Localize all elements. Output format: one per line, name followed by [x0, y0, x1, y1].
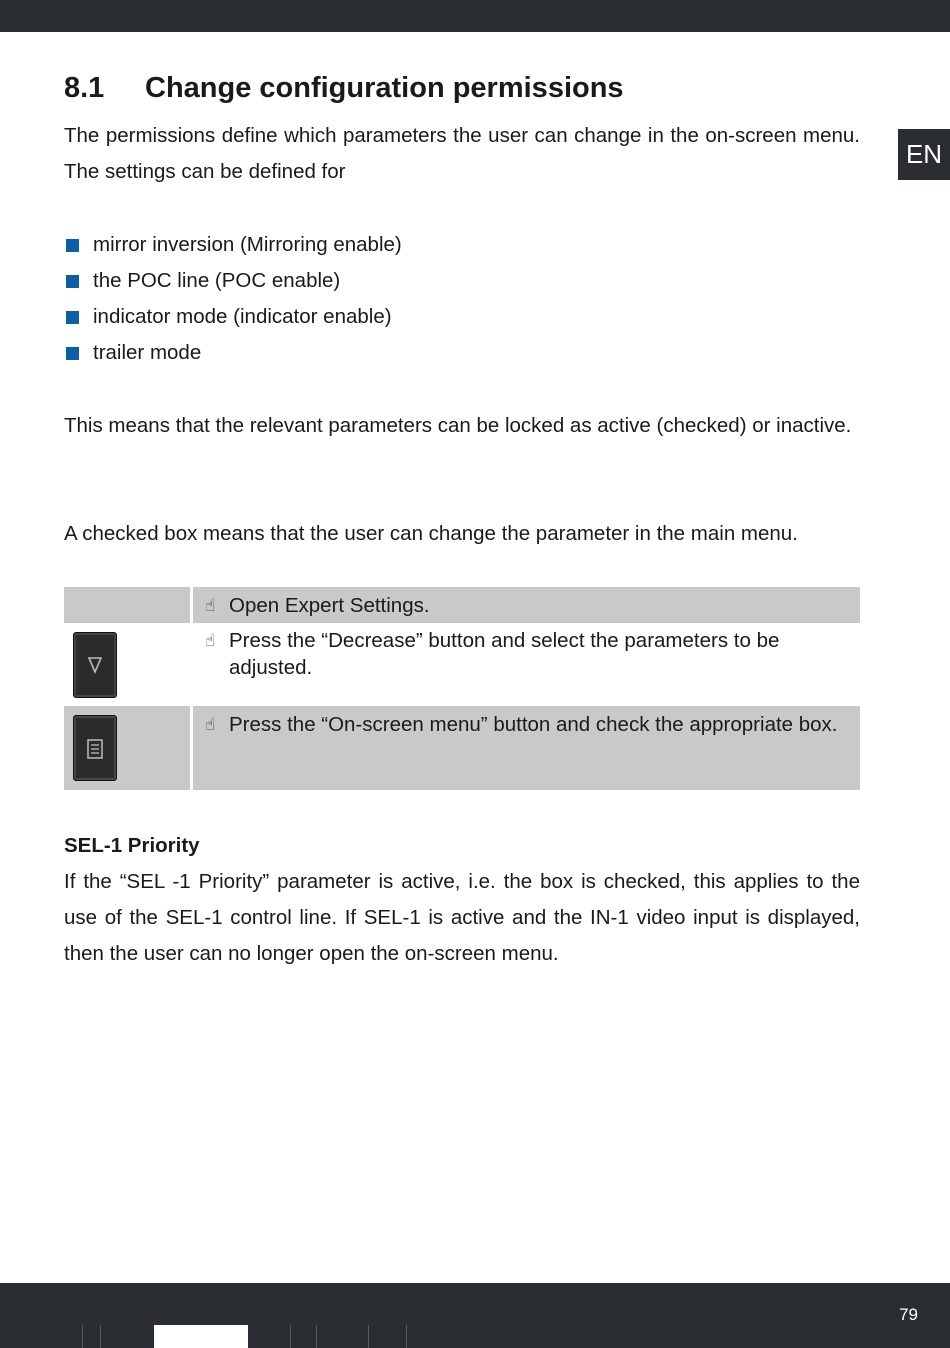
instruction-table [64, 587, 860, 790]
step-text: Press the “Decrease” button and select the parameters to be adjusted. [229, 629, 780, 679]
bullet-square-icon [66, 239, 79, 252]
footer-bar [0, 1283, 950, 1348]
intro-paragraph: The permissions define which parameters the user can change in the on-screen menu. The settings can be defined for [64, 124, 860, 183]
section-heading [64, 72, 624, 105]
bullet-square-icon [66, 275, 79, 288]
instruction-row [64, 706, 860, 790]
list-item: the POC line (POC enable) [64, 263, 402, 299]
hand-pointer-icon: ☝ [205, 715, 216, 734]
permission-list [64, 227, 402, 371]
bullet-square-icon [66, 347, 79, 360]
language-tab: EN [898, 129, 950, 180]
list-item: trailer mode [64, 335, 402, 371]
top-bar [0, 0, 950, 32]
list-item: mirror inversion (Mirroring enable) [64, 227, 402, 263]
locked-paragraph: This means that the relevant parameters can be locked as active (checked) or inactive. [64, 414, 852, 437]
section-title: Change configuration permissions [145, 72, 624, 104]
hand-pointer-icon: ☝ [205, 596, 216, 615]
page-number: 79 [899, 1305, 918, 1324]
hand-pointer-icon: ☝ [205, 631, 216, 650]
list-item: indicator mode (indicator enable) [64, 299, 402, 335]
section-number: 8.1 [64, 72, 105, 104]
menu-button-icon [73, 715, 117, 781]
sel-priority-paragraph: If the “SEL -1 Priority” parameter is active, i.e. the box is checked, this applies to the use of the SEL-1 control line. If SEL-1 is active and the IN-1 video input is displayed, then the user can no longer open the on-screen menu. [64, 870, 860, 965]
bullet-square-icon [66, 311, 79, 324]
instruction-row [64, 587, 860, 623]
sel-priority-heading: SEL-1 Priority [64, 834, 200, 857]
instruction-row [64, 623, 860, 706]
step-text: Open Expert Settings. [229, 594, 430, 617]
decrease-button-icon [73, 632, 117, 698]
footer-mark [154, 1325, 248, 1348]
step-text: Press the “On-screen menu” button and check the appropriate box. [229, 713, 838, 736]
checked-paragraph: A checked box means that the user can change the parameter in the main menu. [64, 522, 798, 545]
